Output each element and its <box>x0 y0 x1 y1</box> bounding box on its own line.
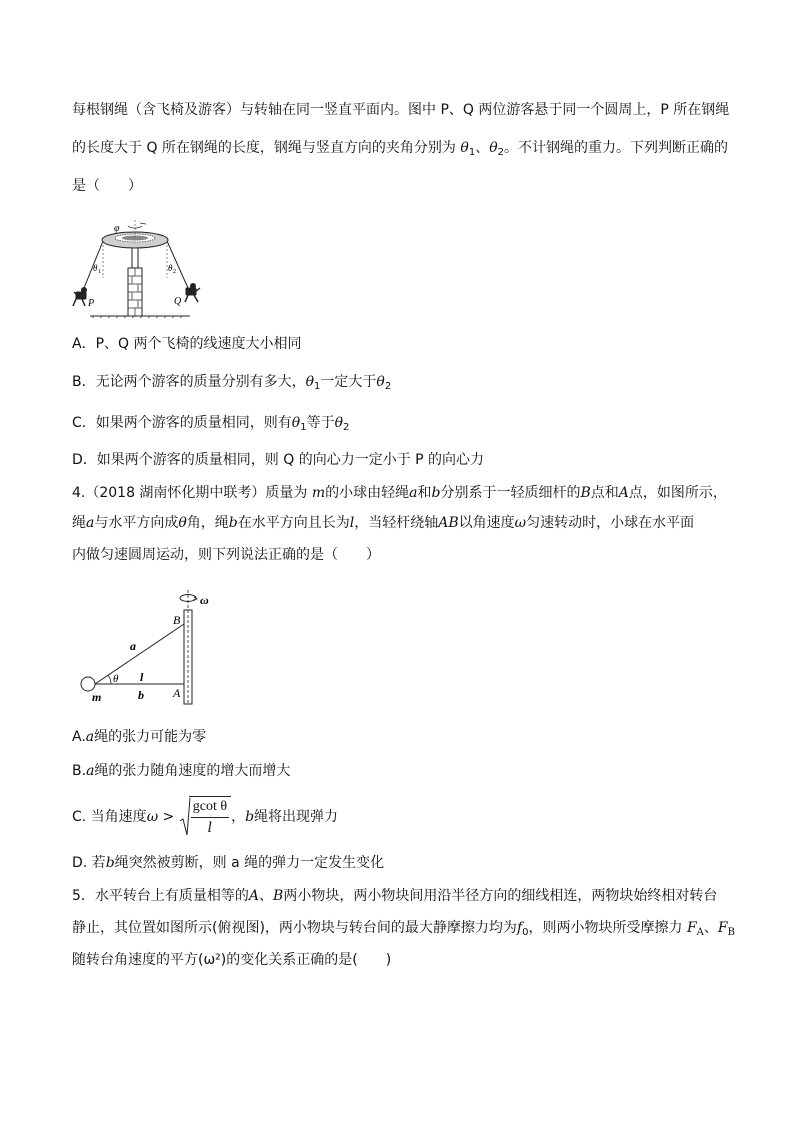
q-label: Q <box>174 296 182 307</box>
theta-label: θ <box>113 673 119 685</box>
q4-option-c: C. 当角速度ω > $\frac{\text{gcot θ}}{l}$ ，b绳将出现弹力 <box>72 796 338 840</box>
rider-p-icon <box>73 288 87 307</box>
q4-option-d: D. 若b绳突然被剪断，则 a 绳的弹力一定发生变化 <box>72 855 385 871</box>
point-a-label: A <box>173 686 181 700</box>
theta2-label: θ <box>168 263 173 273</box>
q3-line-3: 是（ ） <box>72 178 142 194</box>
sqrt-fraction: $\frac{\text{gcot θ}}{l}$ <box>189 796 231 838</box>
p-label: P <box>88 298 95 309</box>
mass-m-label: m <box>92 690 102 704</box>
q4-option-b: B.a绳的张力随角速度的增大而增大 <box>72 763 291 779</box>
q4-line-2: 绳a与水平方向成θ角，绳b在水平方向且长为l，当轻杆绕轴AB以角速度ω匀速转动时，小球在水平面 <box>72 515 695 531</box>
flying-chair-figure <box>70 218 220 318</box>
q4-line-1: 4.（2018 湖南怀化期中联考）质量为 m的小球由轻绳a和b分别系于一轻质细杆的B点和A点，如图所示， <box>72 485 727 501</box>
q3-line-1: 每根钢绳（含飞椅及游客）与转轴在同一竖直平面内。图中 P、Q 两位游客悬于同一个圆周上，P 所在钢绳 <box>72 102 730 118</box>
rotating-rod-figure <box>74 588 224 708</box>
theta2-sub: 2 <box>173 269 176 275</box>
point-b-label: B <box>173 613 181 627</box>
rope-b-label: b <box>138 688 144 702</box>
q5-line-1: 5．水平转台上有质量相等的A、B两小物块，两小物块间用沿半径方向的细线相连，两物块始终相对转台 <box>72 888 718 904</box>
q4-option-a: A.a绳的张力可能为零 <box>72 729 207 745</box>
length-l-label: l <box>140 670 144 684</box>
phi-label: φ <box>114 223 120 234</box>
q3-option-b: B．无论两个游客的质量分别有多大，$\theta_1$一定大于$\theta_2$ <box>72 374 392 392</box>
q3-option-d: D．如果两个游客的质量相同，则 Q 的向心力一定小于 P 的向心力 <box>72 452 485 468</box>
q5-line-3: 随转台角速度的平方(ω²)的变化关系正确的是( ) <box>72 952 392 968</box>
q3-option-c: C．如果两个游客的质量相同，则有$\theta_1$等于$\theta_2$ <box>72 415 350 433</box>
q3-line-2: 的长度大于 Q 所在钢绳的长度，钢绳与竖直方向的夹角分别为 $\theta_1$、$\theta_2$。不计钢绳的重力。下列判断正确的 <box>72 140 728 158</box>
rope-a-label: a <box>130 639 136 653</box>
omega-label: ω <box>200 593 209 607</box>
q4-line-3: 内做匀速圆周运动，则下列说法正确的是（ ） <box>72 547 380 563</box>
theta1-label: θ <box>93 263 98 273</box>
q5-line-2: 静止，其位置如图所示(俯视图)，两小物块与转台间的最大静摩擦力均为$f_0$，则两小物块所受摩擦力 $F_A$、$F_B$ <box>72 920 735 938</box>
q3-option-a: A．P、Q 两个飞椅的线速度大小相同 <box>72 336 302 352</box>
theta1-sub: 1 <box>98 269 101 275</box>
